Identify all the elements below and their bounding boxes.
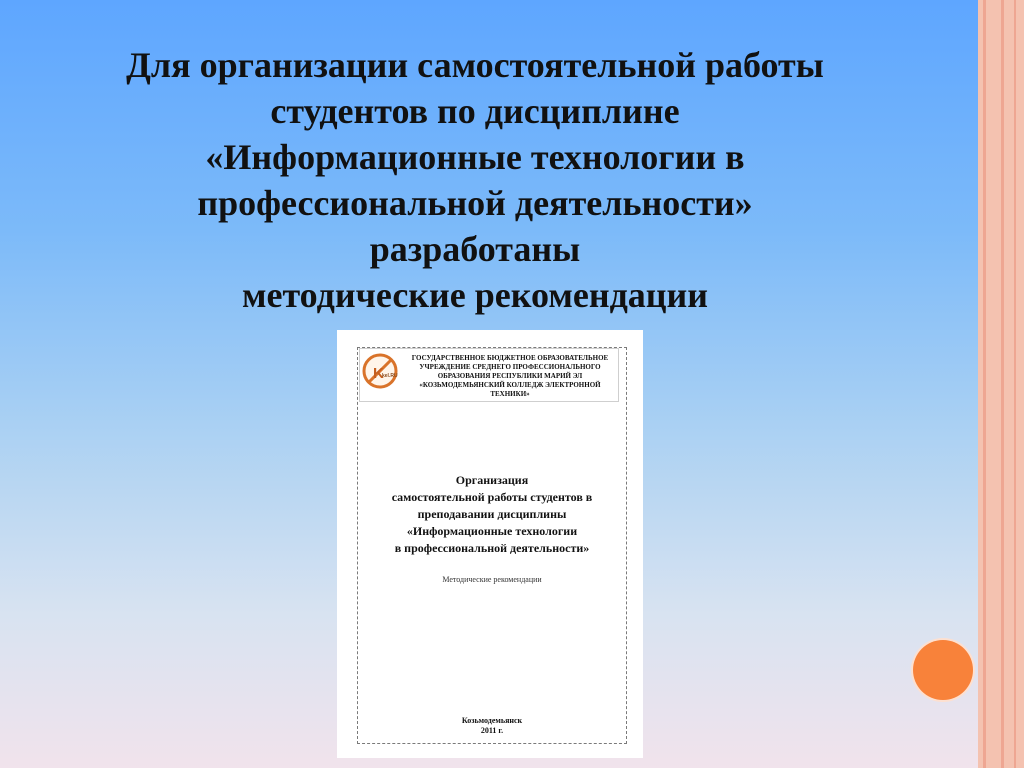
org-line: ТЕХНИКИ»	[490, 390, 530, 398]
heading-line: студентов по дисциплине	[270, 91, 680, 131]
document-footer	[359, 716, 625, 736]
org-line: ГОСУДАРСТВЕННОЕ БЮДЖЕТНОЕ ОБРАЗОВАТЕЛЬНОЕ	[411, 354, 609, 362]
doc-title-line: «Информационные технологии	[406, 524, 578, 538]
org-line: УЧРЕЖДЕНИЕ СРЕДНЕГО ПРОФЕССИОНАЛЬНОГО	[419, 363, 601, 371]
doc-title-line: Организация	[455, 473, 529, 487]
doc-title-line: преподавании дисциплины	[417, 507, 567, 521]
orange-circle-decoration	[913, 640, 973, 700]
doc-title-line: в профессиональной деятельности»	[394, 541, 590, 555]
heading-line: методические рекомендации	[241, 275, 709, 315]
org-line: ОБРАЗОВАНИЯ РЕСПУБЛИКИ МАРИЙ ЭЛ	[437, 372, 583, 380]
rail-stripe	[1001, 0, 1004, 768]
svg-text:kel.RU: kel.RU	[382, 373, 398, 379]
college-logo-icon	[361, 352, 399, 390]
heading-line: Для организации самостоятельной работы	[126, 45, 824, 85]
document-title	[359, 472, 625, 557]
heading-line: разработаны	[369, 229, 581, 269]
rail-stripe	[983, 0, 986, 768]
doc-title-line: самостоятельной работы студентов в	[391, 490, 593, 504]
decorative-right-rail	[978, 0, 1024, 768]
document-year: 2011 г.	[480, 726, 504, 735]
heading-line: «Информационные технологии в	[205, 137, 745, 177]
document-city: Козьмодемьянск	[461, 716, 523, 725]
svg-text:K: K	[373, 365, 384, 382]
document-cover-image	[337, 330, 643, 758]
rail-stripe	[1014, 0, 1016, 768]
document-subtitle: Методические рекомендации	[442, 575, 542, 584]
org-line: «КОЗЬМОДЕМЬЯНСКИЙ КОЛЛЕДЖ ЭЛЕКТРОННОЙ	[419, 381, 601, 389]
organization-name	[401, 354, 619, 399]
slide-heading	[70, 42, 880, 318]
heading-line: профессиональной деятельности»	[197, 183, 753, 223]
